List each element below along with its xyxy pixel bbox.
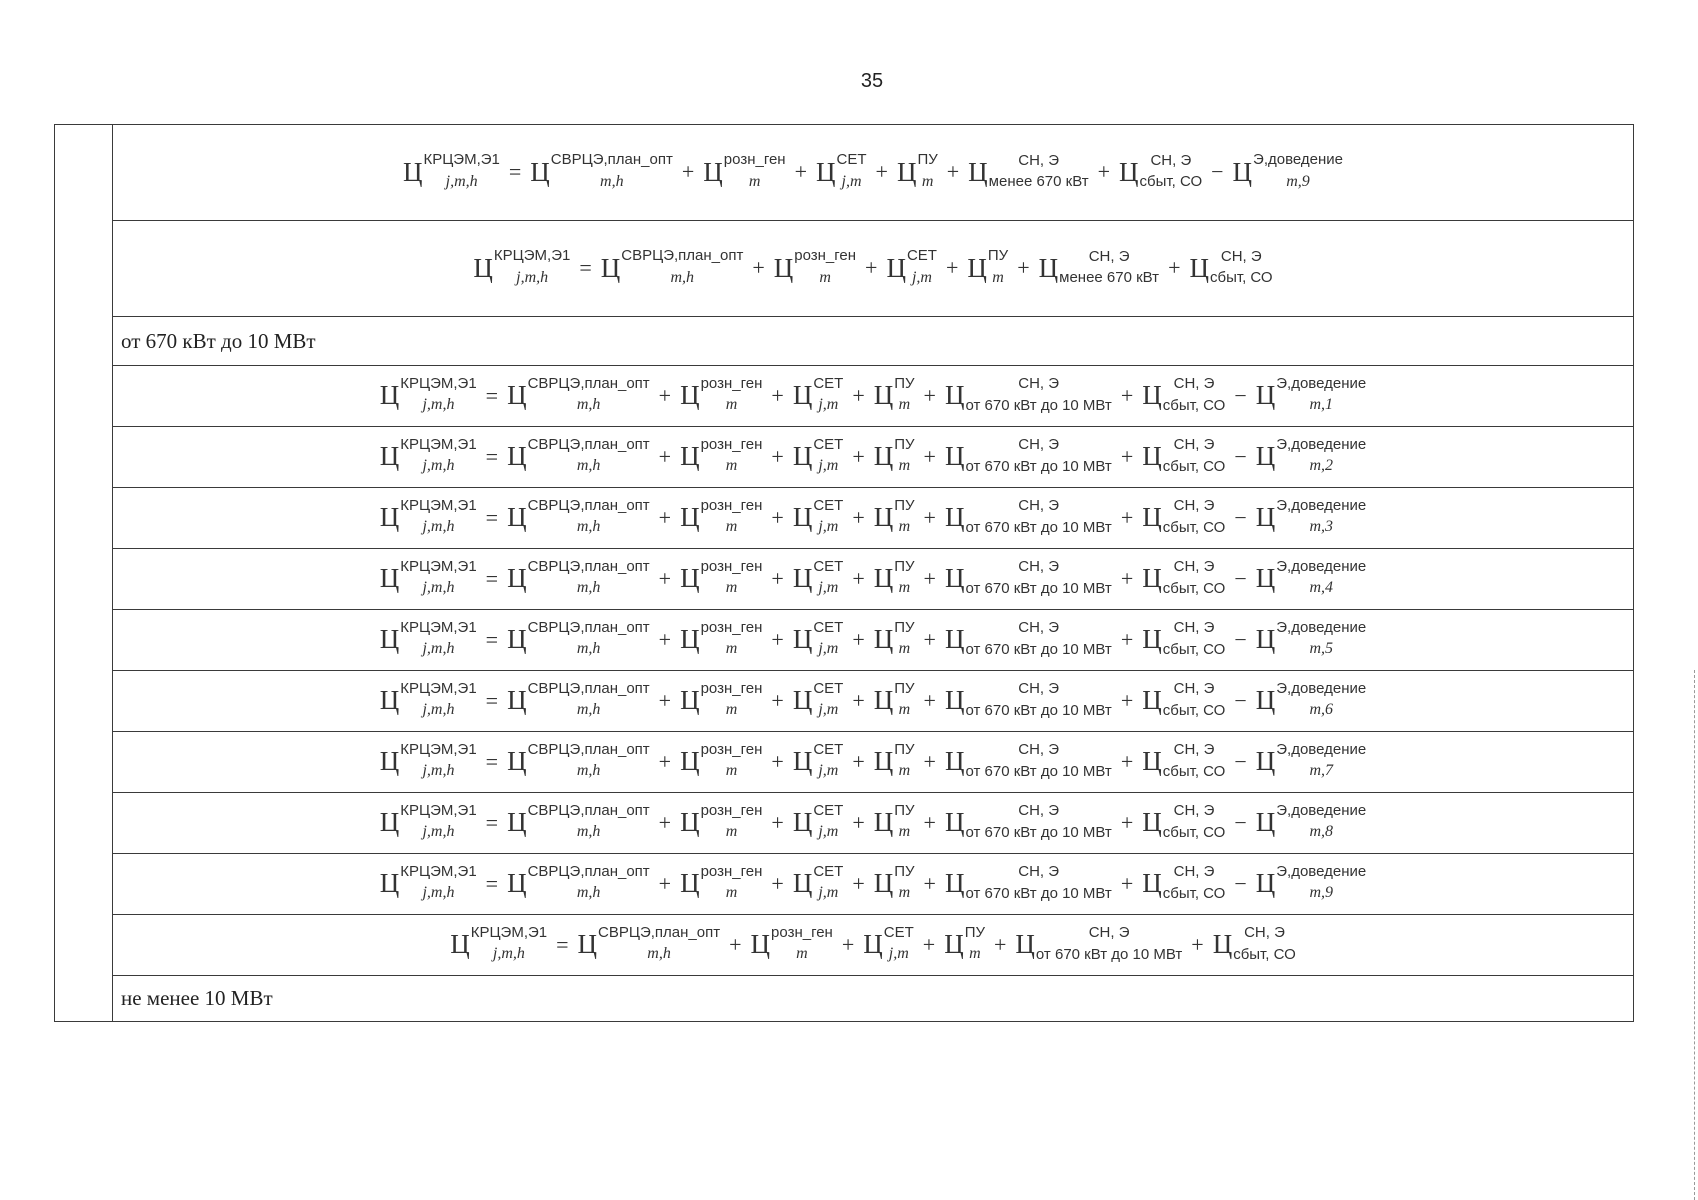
term-set: Ц СЕТ j,m [863, 923, 914, 963]
table-row [55, 610, 1634, 671]
table-row [55, 125, 1634, 221]
lhs-term: Ц КРЦЭМ,Э1 j,m,h [402, 151, 500, 190]
term-rozn-gen: Ц розн_ген m [680, 801, 763, 841]
term-set: Ц СЕТ j,m [792, 801, 844, 841]
term-sn-power: Ц СН, Э от 670 кВт до 10 МВт [944, 741, 1112, 780]
term-set: Ц СЕТ j,m [792, 862, 844, 902]
term-sn-power: Ц СН, Э от 670 кВт до 10 МВт [1015, 924, 1183, 963]
term-set: Ц СЕТ j,m [792, 374, 844, 414]
term-sn-sbyt: Ц СН, Э сбыт, СО [1142, 497, 1226, 536]
term-svrtse: Ц СВРЦЭ,план_опт m,h [507, 679, 650, 719]
term-svrtse: Ц СВРЦЭ,план_опт m,h [507, 496, 650, 536]
term-rozn-gen: Ц розн_ген m [680, 618, 763, 658]
term-rozn-gen: Ц розн_ген m [680, 740, 763, 780]
lhs-term: Ц КРЦЭМ,Э1 j,m,h [379, 801, 477, 841]
term-pu: Ц ПУ m [873, 618, 915, 658]
formula: Ц КРЦЭМ,Э1 j,m,h = Ц СВРЦЭ,план_опт m,h + Ц розн_ген m + Ц СЕТ j,m + Ц ПУ m + Ц СН, Э от 670 кВт до 10 МВт + Ц СН, Э сбыт, СО − Ц Э,доведение m,5 [379, 618, 1367, 658]
term-sn-sbyt: Ц СН, Э сбыт, СО [1142, 619, 1226, 658]
table-row [55, 317, 1634, 366]
term-dovedenie: Ц Э,доведение m,7 [1255, 740, 1367, 780]
term-sn-sbyt: Ц СН, Э сбыт, СО [1212, 924, 1296, 963]
term-svrtse: Ц СВРЦЭ,план_опт m,h [507, 435, 650, 475]
group-label-670kw-10mw: от 670 кВт до 10 МВт [113, 317, 1634, 366]
formula-table [54, 124, 1634, 1022]
term-rozn-gen: Ц розн_ген m [773, 247, 857, 286]
formula: Ц КРЦЭМ,Э1 j,m,h = Ц СВРЦЭ,план_опт m,h + Ц розн_ген m + Ц СЕТ j,m + Ц ПУ m + Ц СН, Э от 670 кВт до 10 МВт + Ц СН, Э сбыт, СО − Ц Э,доведение m,3 [379, 496, 1367, 536]
formula: Ц КРЦЭМ,Э1 j,m,h = Ц СВРЦЭ,план_опт m,h + Ц розн_ген m + Ц СЕТ j,m + Ц ПУ m + Ц СН, Э от 670 кВт до 10 МВт + Ц СН, Э сбыт, СО [450, 923, 1296, 963]
formula-cell [113, 793, 1634, 854]
formula-cell [113, 915, 1634, 976]
term-svrtse: Ц СВРЦЭ,план_опт m,h [507, 618, 650, 658]
formula: Ц КРЦЭМ,Э1 j,m,h = Ц СВРЦЭ,план_опт m,h + Ц розн_ген m + Ц СЕТ j,m + Ц ПУ m + Ц СН, Э от 670 кВт до 10 МВт + Ц СН, Э сбыт, СО − Ц Э,доведение m,7 [379, 740, 1367, 780]
term-pu: Ц ПУ m [944, 923, 985, 963]
table-row [55, 549, 1634, 610]
formula-cell [113, 488, 1634, 549]
lhs-term: Ц КРЦЭМ,Э1 j,m,h [379, 374, 477, 414]
term-sn-sbyt: Ц СН, Э сбыт, СО [1142, 375, 1226, 414]
formula-cell [113, 427, 1634, 488]
term-pu: Ц ПУ m [873, 740, 915, 780]
term-sn-power: Ц СН, Э от 670 кВт до 10 МВт [944, 619, 1112, 658]
term-set: Ц СЕТ j,m [886, 247, 937, 286]
term-svrtse: Ц СВРЦЭ,план_опт m,h [507, 557, 650, 597]
formula-cell [113, 549, 1634, 610]
term-set: Ц СЕТ j,m [792, 618, 844, 658]
term-rozn-gen: Ц розн_ген m [680, 679, 763, 719]
formula-cell [113, 221, 1634, 317]
lhs-term: Ц КРЦЭМ,Э1 j,m,h [379, 618, 477, 658]
term-dovedenie: Ц Э,доведение m,3 [1255, 496, 1367, 536]
term-rozn-gen: Ц розн_ген m [750, 923, 833, 963]
term-svrtse: Ц СВРЦЭ,план_опт m,h [507, 801, 650, 841]
table-row [55, 221, 1634, 317]
term-set: Ц СЕТ j,m [816, 151, 867, 190]
lhs-term: Ц КРЦЭМ,Э1 j,m,h [379, 435, 477, 475]
left-margin-column [55, 125, 113, 1022]
formula-cell [113, 366, 1634, 427]
term-sn-power: Ц СН, Э от 670 кВт до 10 МВт [944, 436, 1112, 475]
term-dovedenie: Ц Э,доведение m,9 [1255, 862, 1367, 902]
table-row [55, 976, 1634, 1022]
scan-edge-mark [1694, 670, 1698, 1200]
term-sn-sbyt: Ц СН, Э сбыт, СО [1142, 436, 1226, 475]
formula-cell [113, 125, 1634, 221]
term-sn-sbyt: Ц СН, Э сбыт, СО [1142, 680, 1226, 719]
term-sn-sbyt: Ц СН, Э сбыт, СО [1189, 247, 1273, 287]
term-set: Ц СЕТ j,m [792, 435, 844, 475]
term-set: Ц СЕТ j,m [792, 679, 844, 719]
lhs-term: Ц КРЦЭМ,Э1 j,m,h [450, 923, 548, 963]
table-row [55, 488, 1634, 549]
term-svrtse: Ц СВРЦЭ,план_опт m,h [507, 862, 650, 902]
term-set: Ц СЕТ j,m [792, 496, 844, 536]
term-set: Ц СЕТ j,m [792, 740, 844, 780]
formula: Ц КРЦЭМ,Э1 j,m,h = Ц СВРЦЭ,план_опт m,h + Ц розн_ген m + Ц СЕТ j,m + Ц ПУ m + Ц СН, Э от 670 кВт до 10 МВт + Ц СН, Э сбыт, СО − Ц Э,доведение m,8 [379, 801, 1367, 841]
term-sn-power: Ц СН, Э от 670 кВт до 10 МВт [944, 558, 1112, 597]
lhs-term: Ц КРЦЭМ,Э1 j,m,h [473, 247, 571, 286]
term-sn-power: Ц СН, Э менее 670 кВт [968, 151, 1089, 191]
term-sn-power: Ц СН, Э от 670 кВт до 10 МВт [944, 497, 1112, 536]
formula-cell [113, 610, 1634, 671]
term-pu: Ц ПУ m [967, 247, 1009, 286]
term-rozn-gen: Ц розн_ген m [680, 435, 763, 475]
term-sn-power: Ц СН, Э от 670 кВт до 10 МВт [944, 680, 1112, 719]
formula-cell [113, 671, 1634, 732]
term-pu: Ц ПУ m [873, 435, 915, 475]
table-row [55, 854, 1634, 915]
formula: Ц КРЦЭМ,Э1 j,m,h = Ц СВРЦЭ,план_опт m,h + Ц розн_ген m + Ц СЕТ j,m + Ц ПУ m + Ц СН, Э от 670 кВт до 10 МВт + Ц СН, Э сбыт, СО − Ц Э,доведение m,2 [379, 435, 1367, 475]
page-number: 35 [860, 70, 884, 92]
term-dovedenie: Ц Э,доведение m,2 [1255, 435, 1367, 475]
term-svrtse: Ц СВРЦЭ,план_опт m,h [507, 374, 650, 414]
table-row [55, 366, 1634, 427]
term-pu: Ц ПУ m [873, 374, 915, 414]
term-rozn-gen: Ц розн_ген m [703, 151, 786, 190]
term-sn-power: Ц СН, Э от 670 кВт до 10 МВт [944, 863, 1112, 902]
term-dovedenie: Ц Э,доведение m,9 [1232, 151, 1344, 190]
formula: Ц КРЦЭМ,Э1 j,m,h = Ц СВРЦЭ,план_опт m,h + Ц розн_ген m + Ц СЕТ j,m + Ц ПУ m + Ц СН, Э от 670 кВт до 10 МВт + Ц СН, Э сбыт, СО − Ц Э,доведение m,9 [379, 862, 1367, 902]
term-sn-power: Ц СН, Э менее 670 кВт [1038, 247, 1160, 287]
term-dovedenie: Ц Э,доведение m,5 [1255, 618, 1367, 658]
term-pu: Ц ПУ m [873, 496, 915, 536]
formula: Ц КРЦЭМ,Э1 j,m,h = Ц СВРЦЭ,план_опт m,h + Ц розн_ген m + Ц СЕТ j,m + Ц ПУ m + Ц СН, Э от 670 кВт до 10 МВт + Ц СН, Э сбыт, СО − Ц Э,доведение m,4 [379, 557, 1367, 597]
term-pu: Ц ПУ m [873, 679, 915, 719]
term-dovedenie: Ц Э,доведение m,6 [1255, 679, 1367, 719]
term-pu: Ц ПУ m [873, 862, 915, 902]
term-dovedenie: Ц Э,доведение m,4 [1255, 557, 1367, 597]
formula: Ц КРЦЭМ,Э1 j,m,h = Ц СВРЦЭ,план_опт m,h + Ц розн_ген m + Ц СЕТ j,m + Ц ПУ m + Ц СН, Э менее 670 кВт + Ц СН, Э сбыт, СО − Ц Э,доведение m,9 [402, 151, 1344, 191]
term-sn-power: Ц СН, Э от 670 кВт до 10 МВт [944, 375, 1112, 414]
formula-cell [113, 854, 1634, 915]
formula: Ц КРЦЭМ,Э1 j,m,h = Ц СВРЦЭ,план_опт m,h + Ц розн_ген m + Ц СЕТ j,m + Ц ПУ m + Ц СН, Э менее 670 кВт + Ц СН, Э сбыт, СО [473, 247, 1273, 287]
lhs-term: Ц КРЦЭМ,Э1 j,m,h [379, 679, 477, 719]
formula: Ц КРЦЭМ,Э1 j,m,h = Ц СВРЦЭ,план_опт m,h + Ц розн_ген m + Ц СЕТ j,m + Ц ПУ m + Ц СН, Э от 670 кВт до 10 МВт + Ц СН, Э сбыт, СО − Ц Э,доведение m,6 [379, 679, 1367, 719]
term-sn-power: Ц СН, Э от 670 кВт до 10 МВт [944, 802, 1112, 841]
term-svrtse: Ц СВРЦЭ,план_опт m,h [507, 740, 650, 780]
term-sn-sbyt: Ц СН, Э сбыт, СО [1142, 558, 1226, 597]
table-row [55, 915, 1634, 976]
lhs-term: Ц КРЦЭМ,Э1 j,m,h [379, 740, 477, 780]
term-svrtse: Ц СВРЦЭ,план_опт m,h [530, 151, 673, 190]
term-dovedenie: Ц Э,доведение m,1 [1255, 374, 1367, 414]
group-label-10mw-plus: не менее 10 МВт [113, 976, 1634, 1022]
term-pu: Ц ПУ m [873, 557, 915, 597]
lhs-term: Ц КРЦЭМ,Э1 j,m,h [379, 496, 477, 536]
table-row [55, 793, 1634, 854]
term-sn-sbyt: Ц СН, Э сбыт, СО [1142, 863, 1226, 902]
table-row [55, 671, 1634, 732]
term-set: Ц СЕТ j,m [792, 557, 844, 597]
term-dovedenie: Ц Э,доведение m,8 [1255, 801, 1367, 841]
formula: Ц КРЦЭМ,Э1 j,m,h = Ц СВРЦЭ,план_опт m,h + Ц розн_ген m + Ц СЕТ j,m + Ц ПУ m + Ц СН, Э от 670 кВт до 10 МВт + Ц СН, Э сбыт, СО − Ц Э,доведение m,1 [379, 374, 1367, 414]
term-sn-sbyt: Ц СН, Э сбыт, СО [1119, 151, 1203, 191]
table-row [55, 732, 1634, 793]
term-svrtse: Ц СВРЦЭ,план_опт m,h [577, 923, 721, 963]
term-sn-sbyt: Ц СН, Э сбыт, СО [1142, 802, 1226, 841]
lhs-term: Ц КРЦЭМ,Э1 j,m,h [379, 557, 477, 597]
table-row [55, 427, 1634, 488]
formula-cell [113, 732, 1634, 793]
term-rozn-gen: Ц розн_ген m [680, 862, 763, 902]
term-rozn-gen: Ц розн_ген m [680, 557, 763, 597]
term-pu: Ц ПУ m [873, 801, 915, 841]
term-pu: Ц ПУ m [896, 151, 938, 190]
term-svrtse: Ц СВРЦЭ,план_опт m,h [600, 247, 744, 286]
term-rozn-gen: Ц розн_ген m [680, 496, 763, 536]
term-rozn-gen: Ц розн_ген m [680, 374, 763, 414]
lhs-term: Ц КРЦЭМ,Э1 j,m,h [379, 862, 477, 902]
term-sn-sbyt: Ц СН, Э сбыт, СО [1142, 741, 1226, 780]
